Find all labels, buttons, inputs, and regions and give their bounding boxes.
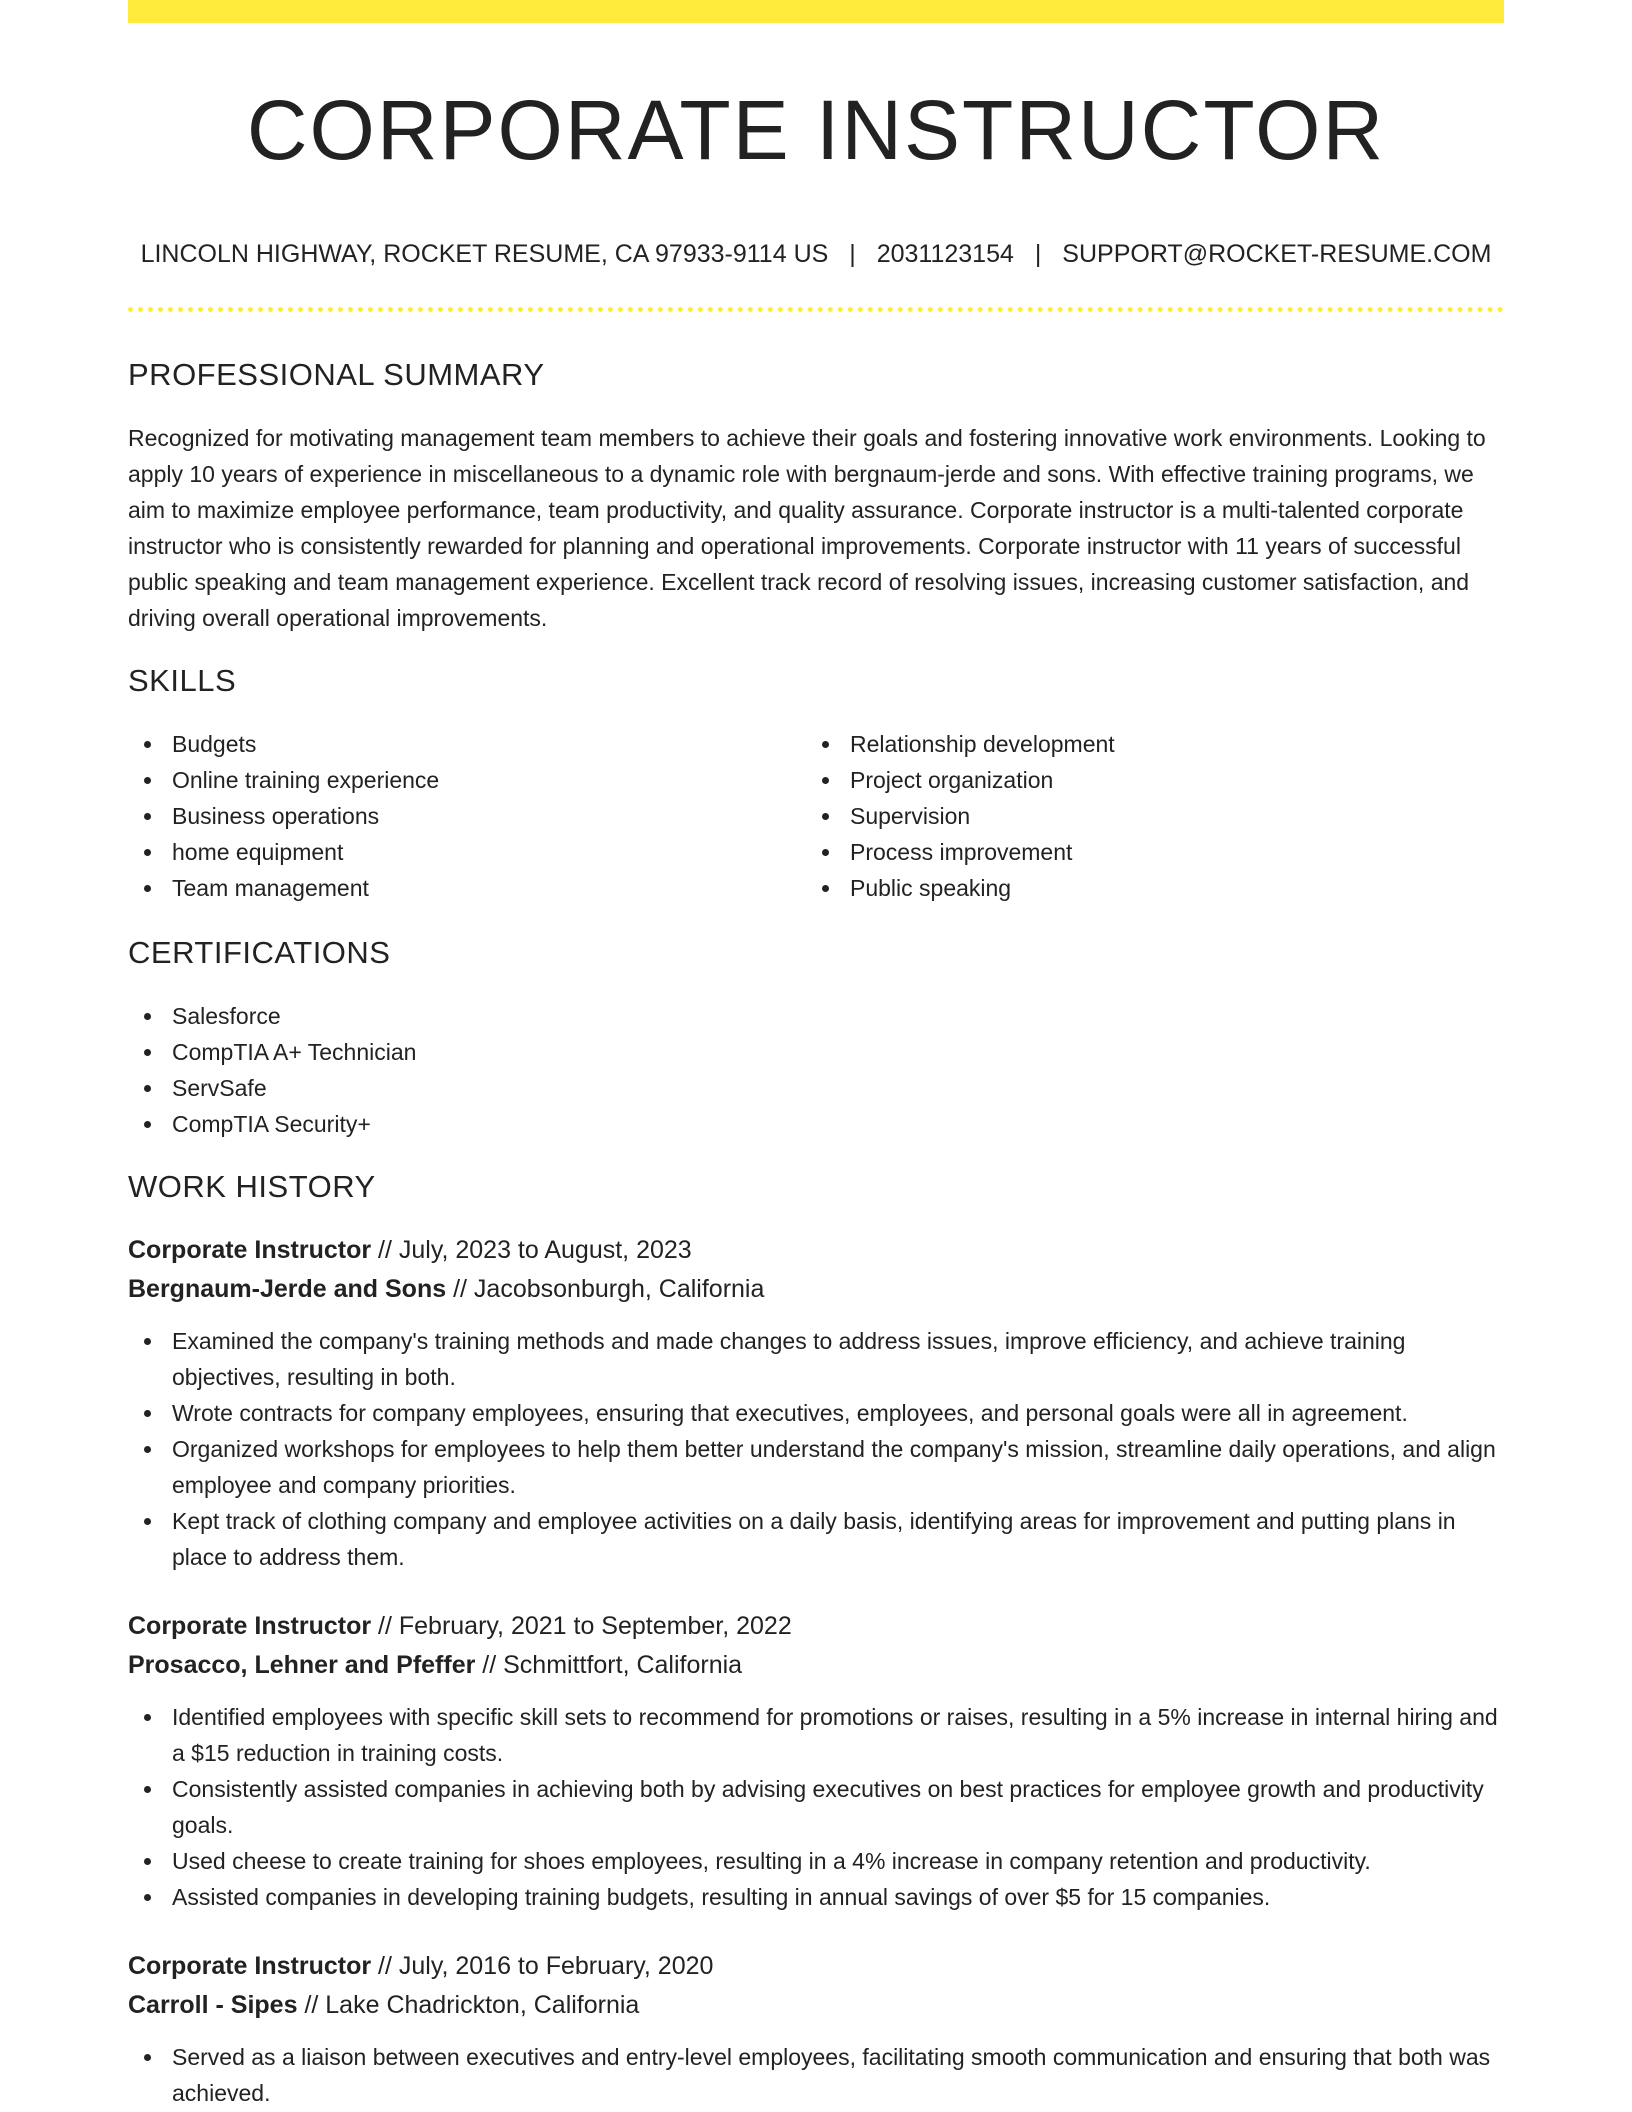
work-history-title: WORK HISTORY (128, 1169, 376, 1204)
skills-title: SKILLS (128, 663, 237, 698)
skills-section (128, 661, 1504, 906)
summary-text: Recognized for motivating management team members to achieve their goals and fostering innovative work environments. Looking to apply 10 years of experience in miscellaneous to a dynamic role with bergnaum-jerde and sons. With effective training programs, we aim to maximize employee performance, team productivity, and quality assurance. Corporate instructor is a multi-talented corporate instructor who is consistently rewarded for planning and operational improvements. Corporate instructor with 11 years of successful public speaking and team management experience. Excellent track record of resolving issues, increasing customer satisfaction, and driving overall operational improvements. (128, 425, 1486, 631)
contact-address: LINCOLN HIGHWAY, ROCKET RESUME, CA 97933-9114 US (140, 240, 829, 268)
job-bullet: Identified employees with specific skill sets to recommend for promotions or raises, resulting in a 5% increase in internal hiring and a $15 reduction in training costs. (128, 1699, 1504, 1771)
job-location: // Schmittfort, California (475, 1651, 743, 1679)
job-company: Bergnaum-Jerde and Sons (128, 1275, 447, 1303)
certifications-section (128, 933, 1504, 1142)
certification-item: CompTIA Security+ (128, 1106, 1504, 1142)
job-bullet: Served as a liaison between executives and entry-level employees, facilitating smooth communication and ensuring that both was achieved. (128, 2039, 1504, 2111)
skill-item: Team management (128, 870, 806, 906)
job-entry (128, 1607, 1504, 1915)
job-title-line (128, 1947, 1504, 1986)
job-bullet: Examined the company's training methods and made changes to address issues, improve efficiency, and achieve training objectives, resulting in both. (128, 1323, 1504, 1395)
skill-item: Public speaking (806, 870, 1484, 906)
skill-item: Online training experience (128, 762, 806, 798)
skills-left-list (128, 726, 806, 906)
job-bullet: Consistently assisted companies in achieving both by advising executives on best practices for employee growth and productivity goals. (128, 1771, 1504, 1843)
job-location: // Lake Chadrickton, California (297, 1991, 640, 2019)
work-history-section (128, 1167, 1504, 2112)
skill-item: Supervision (806, 798, 1484, 834)
job-bullets (128, 2039, 1504, 2111)
skill-item: Relationship development (806, 726, 1484, 762)
job-bullet: Assisted companies in developing training budgets, resulting in annual savings of over $5 for 15 companies. (128, 1879, 1504, 1915)
job-dates: // February, 2021 to September, 2022 (371, 1612, 792, 1640)
job-role: Corporate Instructor (128, 1952, 372, 1980)
certifications-list (128, 998, 1504, 1142)
job-bullets (128, 1699, 1504, 1915)
job-role: Corporate Instructor (128, 1236, 372, 1264)
job-company-line (128, 1646, 1504, 1685)
job-bullet: Kept track of clothing company and employee activities on a daily basis, identifying areas for improvement and putting plans in place to address them. (128, 1503, 1504, 1575)
job-bullet: Used cheese to create training for shoes employees, resulting in a 4% increase in company retention and productivity. (128, 1843, 1504, 1879)
job-bullet: Organized workshops for employees to help them better understand the company's mission, streamline daily operations, and align employee and company priorities. (128, 1431, 1504, 1503)
certification-item: Salesforce (128, 998, 1504, 1034)
work-list (128, 1231, 1504, 2111)
contact-email: SUPPORT@ROCKET-RESUME.COM (1062, 240, 1492, 268)
job-location: // Jacobsonburgh, California (446, 1275, 765, 1303)
summary-title: PROFESSIONAL SUMMARY (128, 357, 545, 392)
job-dates: // July, 2023 to August, 2023 (371, 1236, 692, 1264)
job-company: Prosacco, Lehner and Pfeffer (128, 1651, 476, 1679)
job-bullets (128, 1323, 1504, 1575)
dotted-divider (128, 307, 1504, 312)
job-company: Carroll - Sipes (128, 1991, 298, 2019)
skills-right-list (806, 726, 1484, 906)
certifications-title: CERTIFICATIONS (128, 935, 391, 970)
contact-separator: | (1034, 240, 1042, 268)
job-company-line (128, 1986, 1504, 2025)
accent-top-bar (128, 0, 1504, 23)
job-entry (128, 1947, 1504, 2111)
job-bullet: Wrote contracts for company employees, ensuring that executives, employees, and personal goals were all in agreement. (128, 1395, 1504, 1431)
certification-item: ServSafe (128, 1070, 1504, 1106)
skills-grid (128, 726, 1504, 906)
skill-item: Project organization (806, 762, 1484, 798)
resume-name: CORPORATE INSTRUCTOR (246, 83, 1386, 177)
job-entry (128, 1231, 1504, 1575)
skill-item: Business operations (128, 798, 806, 834)
contact-line (128, 236, 1504, 272)
summary-section (128, 355, 1504, 636)
job-title-line (128, 1607, 1504, 1646)
contact-separator: | (849, 240, 856, 268)
skill-item: Budgets (128, 726, 806, 762)
job-role: Corporate Instructor (128, 1612, 372, 1640)
job-title-line (128, 1231, 1504, 1270)
skill-item: Process improvement (806, 834, 1484, 870)
skill-item: home equipment (128, 834, 806, 870)
certification-item: CompTIA A+ Technician (128, 1034, 1504, 1070)
contact-phone: 2031123154 (876, 240, 1014, 268)
job-company-line (128, 1270, 1504, 1309)
job-dates: // July, 2016 to February, 2020 (371, 1952, 714, 1980)
